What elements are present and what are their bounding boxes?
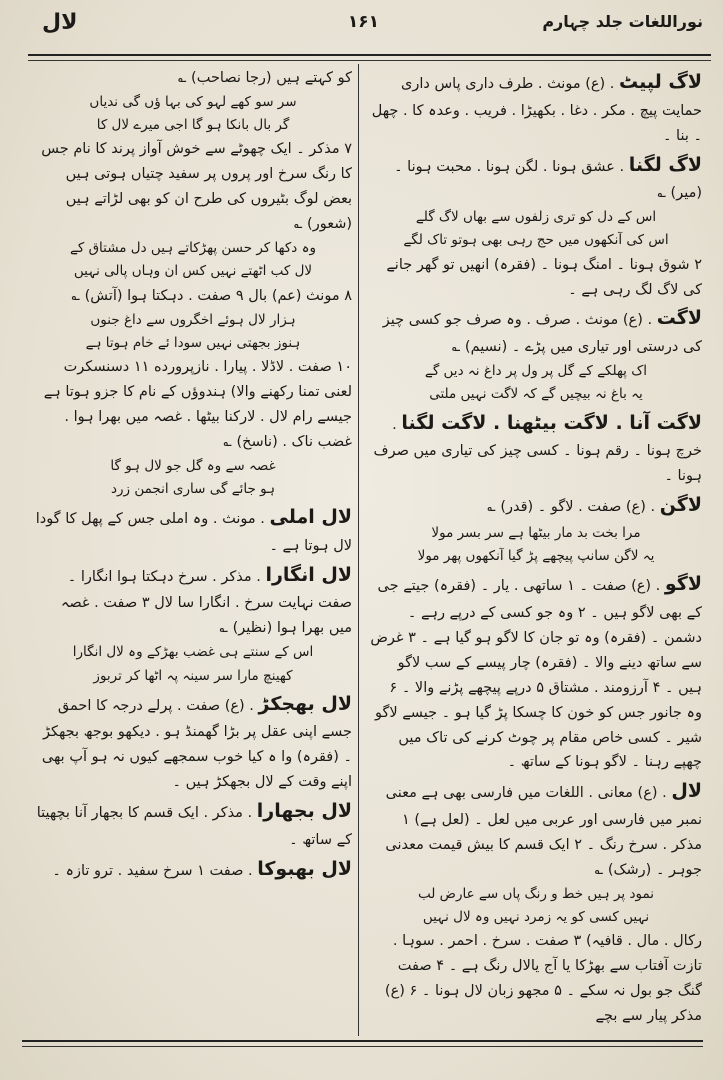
verse-line: ہنوز بجھتی نہیں سودا ئے خام ہوتا ہے bbox=[85, 334, 301, 351]
dictionary-entry bbox=[370, 568, 702, 775]
verse-line: ہو جائے گی ساری انجمن زرد bbox=[110, 480, 275, 497]
verse-line: لال کب اٹھتے نہیں کس ان وہاں پالی نہیں bbox=[73, 263, 313, 280]
verse-line: کھینچ مارا سر سینہ پہ اٹھا کر تربوز bbox=[93, 667, 293, 684]
verse-line: ہزار لال ہوئے اخگروں سے داغ جنوں bbox=[90, 311, 296, 328]
dictionary-entry bbox=[34, 853, 352, 886]
verse-line: نمود پر ہیں خط و رنگ پاں سے عارض لب bbox=[417, 885, 655, 902]
entry-definition: . صفت ۱ سرخ سفید . ترو تازہ ۔ bbox=[52, 862, 253, 879]
verse-line: نہیں کسی کو یہ زمرد نہیں وہ لال نہیں bbox=[422, 909, 650, 926]
dictionary-entry bbox=[34, 559, 352, 642]
running-head-word: لال bbox=[42, 10, 78, 35]
entry-headword: لال bbox=[671, 780, 702, 803]
entry-headword: لال انگارا bbox=[265, 563, 352, 586]
entry-headword: لاگ لپیٹ bbox=[619, 71, 702, 93]
entry-definition: . خرچ ہونا ۔ رقم ہونا ۔ کسی چیز کی تیاری میں صرف ہونا ۔ bbox=[373, 416, 702, 485]
verse-line: گر بال بانکا ہو گا اجی میرے لال کا bbox=[96, 117, 290, 134]
left-column bbox=[34, 66, 352, 1038]
entry-headword: لاگن bbox=[659, 494, 702, 517]
dictionary-entry bbox=[370, 149, 702, 207]
entry-definition: . مذکر . سرخ دہکتا ہوا انگارا ۔ صفت نہایت سرخ . انگارا سا لال ۳ صفت . غصہ میں بھرا ہوا (نظیر) ؎ bbox=[60, 568, 352, 637]
dictionary-entry bbox=[34, 795, 352, 853]
entry-definition: . (ع) صفت . پرلے درجہ کا احمق جسے اپنی عقل پر بڑا گھمنڈ ہو . دیکھو بوجھ بجھکڑ ۔ (فقرہ) وا ہ کیا خوب سمجھے کیوں نہ ہو آپ بھی اپنے وقت کے لال بجھکڑ ہیں ۔ bbox=[41, 697, 352, 791]
header-rule-thick bbox=[28, 54, 711, 56]
definition-paragraph: ۱۰ صفت . لاڈلا . پیارا . نازپرورده ۱۱ دسنسکرت لعنی تمنا رکھنے والا) ہندوؤں کے نام کا جزو ہوتا ہے جیسے رام لال . لارکنا بیٹھا . غصہ میں بھرا ہوا . غضب ناک . (ناسخ) ؎ bbox=[43, 358, 352, 450]
dictionary-entry bbox=[370, 302, 702, 360]
verse-line: اک پھلکے کے گل پر ول پر داغ نہ دیں گے bbox=[424, 363, 648, 380]
entry-headword: لاگت bbox=[656, 307, 702, 330]
entry-headword: لاگو bbox=[664, 573, 702, 596]
entry-definition: . مونث . وہ املی جس کے پھل کا گودا لال ہوتا ہے ۔ bbox=[35, 511, 352, 554]
dictionary-entry bbox=[370, 775, 702, 882]
definition-paragraph: کو کہتے ہیں (رجا نصاحب) ؎ bbox=[177, 70, 352, 86]
header-rule-thin bbox=[28, 60, 711, 61]
definition-paragraph: ۸ مونث (عم) بال ۹ صفت . دہکتا ہوا (آتش) ؎ bbox=[71, 287, 352, 304]
dictionary-entry bbox=[34, 688, 352, 795]
column-divider bbox=[358, 64, 359, 1036]
entry-headword: لاگ لگنا bbox=[628, 153, 702, 176]
verse-line: یہ لاگن سانپ پیچھے پڑ گیا آنکھوں پھر مولا bbox=[417, 547, 655, 564]
verse-line: غصہ سے وہ گل جو لال ہو گا bbox=[110, 457, 276, 474]
footer-rule-thin bbox=[22, 1046, 703, 1047]
verse-line: اس کے دل کو تری زلفوں سے بھاں لاگ گلے bbox=[415, 209, 657, 226]
entry-definition: . (ع) مونث . صرف . وہ صرف جو کسی چیز کی درستی اور تیاری میں پڑے ۔ (نسیم) ؎ bbox=[382, 312, 702, 356]
verse-line: اس کے سنتے ہی غضب بھڑکے وہ لال انگارا bbox=[72, 644, 314, 661]
verse-line: سر سو کھے لہو کی بہا ؤں گی ندیاں bbox=[89, 93, 297, 110]
dictionary-entry bbox=[370, 489, 702, 522]
dictionary-entry bbox=[370, 66, 702, 149]
entry-definition: . مذکر . ایک قسم کا بجھار آنا بچھیتا کے ساتھ ۔ bbox=[36, 805, 352, 848]
footer-rule-thick bbox=[22, 1040, 703, 1042]
verse-line: مرا بخت بد مار بیٹھا ہے سر بسر مولا bbox=[431, 524, 641, 541]
definition-paragraph: ۲ شوق ہونا ۔ امنگ ہونا ۔ (فقرہ) انھیں تو گھر جانے کی لاگ لگ رہی ہے ۔ bbox=[386, 256, 702, 298]
book-title: نوراللغات جلد چہارم bbox=[542, 12, 703, 31]
entry-definition: . (ع) صفت ۔ ۱ ساتھی . یار ۔ (فقرہ) جیتے جی کے بھی لاگو ہیں ۔ ۲ وہ جو کسی کے درپے رہے ۔ دشمن ۔ (فقرہ) وہ تو جان کا لاگو ہو گیا ہے ۔ ۳ غرض سے ساتھ دینے والا ۔ (فقرہ) چار پیسے کے سب لاگو ہیں ۔ ۴ آرزومند . مشتاق ۵ درپے پیچھے پڑنے والا ۔ ۶ وہ جانور جس کو خون کا چسکا پڑ گیا ہو ۔ جیسے لاگو شیر ۔ کسی خاص مقام پر چوٹ کرنے کی تاک میں چھپے رہنا ۔ لاگو ہونا کے ساتھ ۔ bbox=[370, 578, 702, 771]
entry-definition: . (ع) صفت . لاگو ۔ (قدر) ؎ bbox=[487, 499, 656, 516]
entry-definition: . (ع) مونث . طرف داری پاس داری حمایت پیچ . مکر . دغا . بکھیڑا . فریب . وعدہ کا . چھل ۔ بنا ۔ bbox=[371, 76, 702, 144]
entry-headword: لال بھجکڑ bbox=[258, 692, 352, 715]
entry-headword: لال املی bbox=[269, 506, 352, 529]
definition-paragraph: ۷ مذکر ۔ ایک چھوٹے سے خوش آواز پرند کا نام جس کا رنگ سرخ اور پروں پر سفید چتیاں ہوتی ہیں بعض لوگ بٹیروں کی طرح ان کو بھی لڑاتے ہیں (شعور) ؎ bbox=[41, 141, 352, 233]
entry-headword: لاگت آنا . لاگت بیٹھنا . لاگت لگنا bbox=[401, 411, 702, 434]
definition-paragraph: رکال . مال . قافیہ) ۳ صفت . سرخ . احمر . سوہا . تازت آفتاب سے بھڑکا یا آج یالال رنگ ہے ۔ ۴ صفت گنگ جو بول نہ سکے ۔ ۵ مجھو زبان لال ہونا ۔ ۶ (ع) مذکر پیار سے بچے bbox=[384, 933, 702, 1025]
entry-definition: . (ع) معانی . اللغات میں فارسی بھی ہے معنی نمبر میں فارسی اور عربی میں لعل ۔ (لعل ہے) ۱ مذکر . سرخ رنگ ۔ ۲ ایک قسم کا بیش قیمت معدنی جوہر ۔ (رشک) ؎ bbox=[385, 785, 702, 878]
verse-line: وہ دکھا کر حسن پھڑکاتے ہیں دل مشتاق کے bbox=[69, 240, 317, 257]
entry-headword: لال بجھارا bbox=[256, 800, 352, 823]
dictionary-entry bbox=[370, 407, 702, 490]
page-header bbox=[18, 4, 709, 44]
dictionary-entry bbox=[34, 501, 352, 559]
verse-line: اس کی آنکھوں میں حج رہی بھی ہوتو تاک لگے bbox=[403, 232, 669, 249]
entry-definition: . عشق ہونا . لگن ہونا . محبت ہونا ۔ (میر) ؎ bbox=[394, 158, 702, 202]
page-number: ۱۶۱ bbox=[347, 12, 380, 32]
verse-line: یہ باغ نہ بیچیں گے کہ لاگت نہیں ملتی bbox=[429, 386, 643, 403]
entry-headword: لال بھبوکا bbox=[257, 857, 352, 880]
right-column bbox=[370, 66, 702, 1038]
